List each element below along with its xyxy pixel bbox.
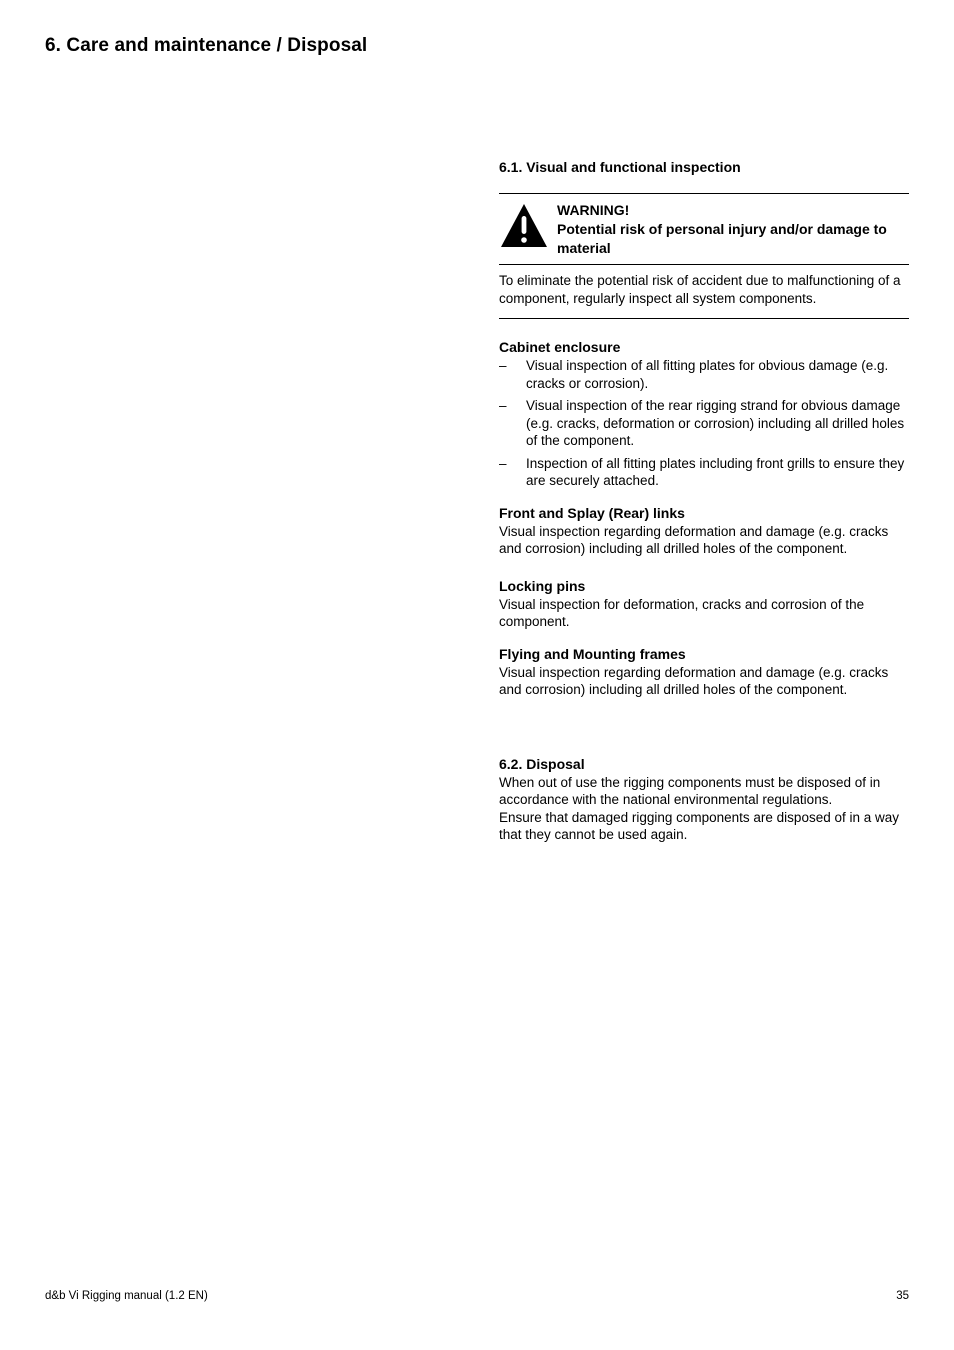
frames-heading: Flying and Mounting frames bbox=[499, 645, 686, 662]
content-column bbox=[499, 158, 909, 844]
warning-body: To eliminate the potential risk of accident due to malfunctioning of a component, regularly inspect all system components. bbox=[499, 273, 901, 306]
list-item bbox=[499, 357, 909, 392]
warning-title: Potential risk of personal injury and/or damage to material bbox=[557, 221, 887, 256]
disposal-paragraph-1: When out of use the rigging components must be disposed of in accordance with the national environmental regulations. bbox=[499, 774, 881, 807]
warning-box bbox=[499, 193, 909, 319]
warning-triangle-icon bbox=[499, 203, 549, 249]
section-heading-disposal: 6.2. Disposal bbox=[499, 755, 585, 772]
locking-pins-text: Visual inspection for deformation, cracks and corrosion of the component. bbox=[499, 596, 865, 629]
locking-pins-block bbox=[499, 577, 909, 631]
page-title: 6. Care and maintenance / Disposal bbox=[45, 35, 368, 56]
warning-header bbox=[499, 194, 909, 265]
locking-pins-heading: Locking pins bbox=[499, 577, 586, 594]
dash-bullet: – bbox=[499, 398, 507, 413]
cabinet-enclosure-block bbox=[499, 338, 909, 490]
list-item-text: Inspection of all fitting plates including front grills to ensure they are securely attached. bbox=[526, 455, 905, 488]
links-block bbox=[499, 504, 909, 558]
links-text: Visual inspection regarding deformation and damage (e.g. cracks and corrosion) including all drilled holes of the component. bbox=[499, 523, 889, 556]
disposal-block bbox=[499, 755, 909, 844]
disposal-paragraph-2: Ensure that damaged rigging components are disposed of in a way that they cannot be used again. bbox=[499, 809, 899, 842]
section-heading-inspection: 6.1. Visual and functional inspection bbox=[499, 159, 741, 175]
footer-page-number: 35 bbox=[896, 1290, 909, 1302]
list-item bbox=[499, 397, 909, 450]
dash-bullet: – bbox=[499, 358, 507, 373]
frames-text: Visual inspection regarding deformation and damage (e.g. cracks and corrosion) including all drilled holes of the component. bbox=[499, 664, 889, 697]
list-item-text: Visual inspection of all fitting plates for obvious damage (e.g. cracks or corrosion). bbox=[526, 358, 889, 391]
list-item-text: Visual inspection of the rear rigging strand for obvious damage (e.g. cracks, deformation or corrosion) including all drilled holes of the component. bbox=[526, 398, 905, 448]
cabinet-enclosure-heading: Cabinet enclosure bbox=[499, 339, 621, 355]
links-heading: Front and Splay (Rear) links bbox=[499, 504, 685, 521]
list-item bbox=[499, 455, 909, 490]
frames-block bbox=[499, 645, 909, 699]
footer-manual-title: d&b Vi Rigging manual (1.2 EN) bbox=[45, 1290, 208, 1302]
dash-bullet: – bbox=[499, 455, 507, 471]
warning-texts bbox=[557, 201, 909, 258]
warning-label: WARNING! bbox=[557, 202, 630, 218]
cabinet-enclosure-list bbox=[499, 357, 909, 490]
